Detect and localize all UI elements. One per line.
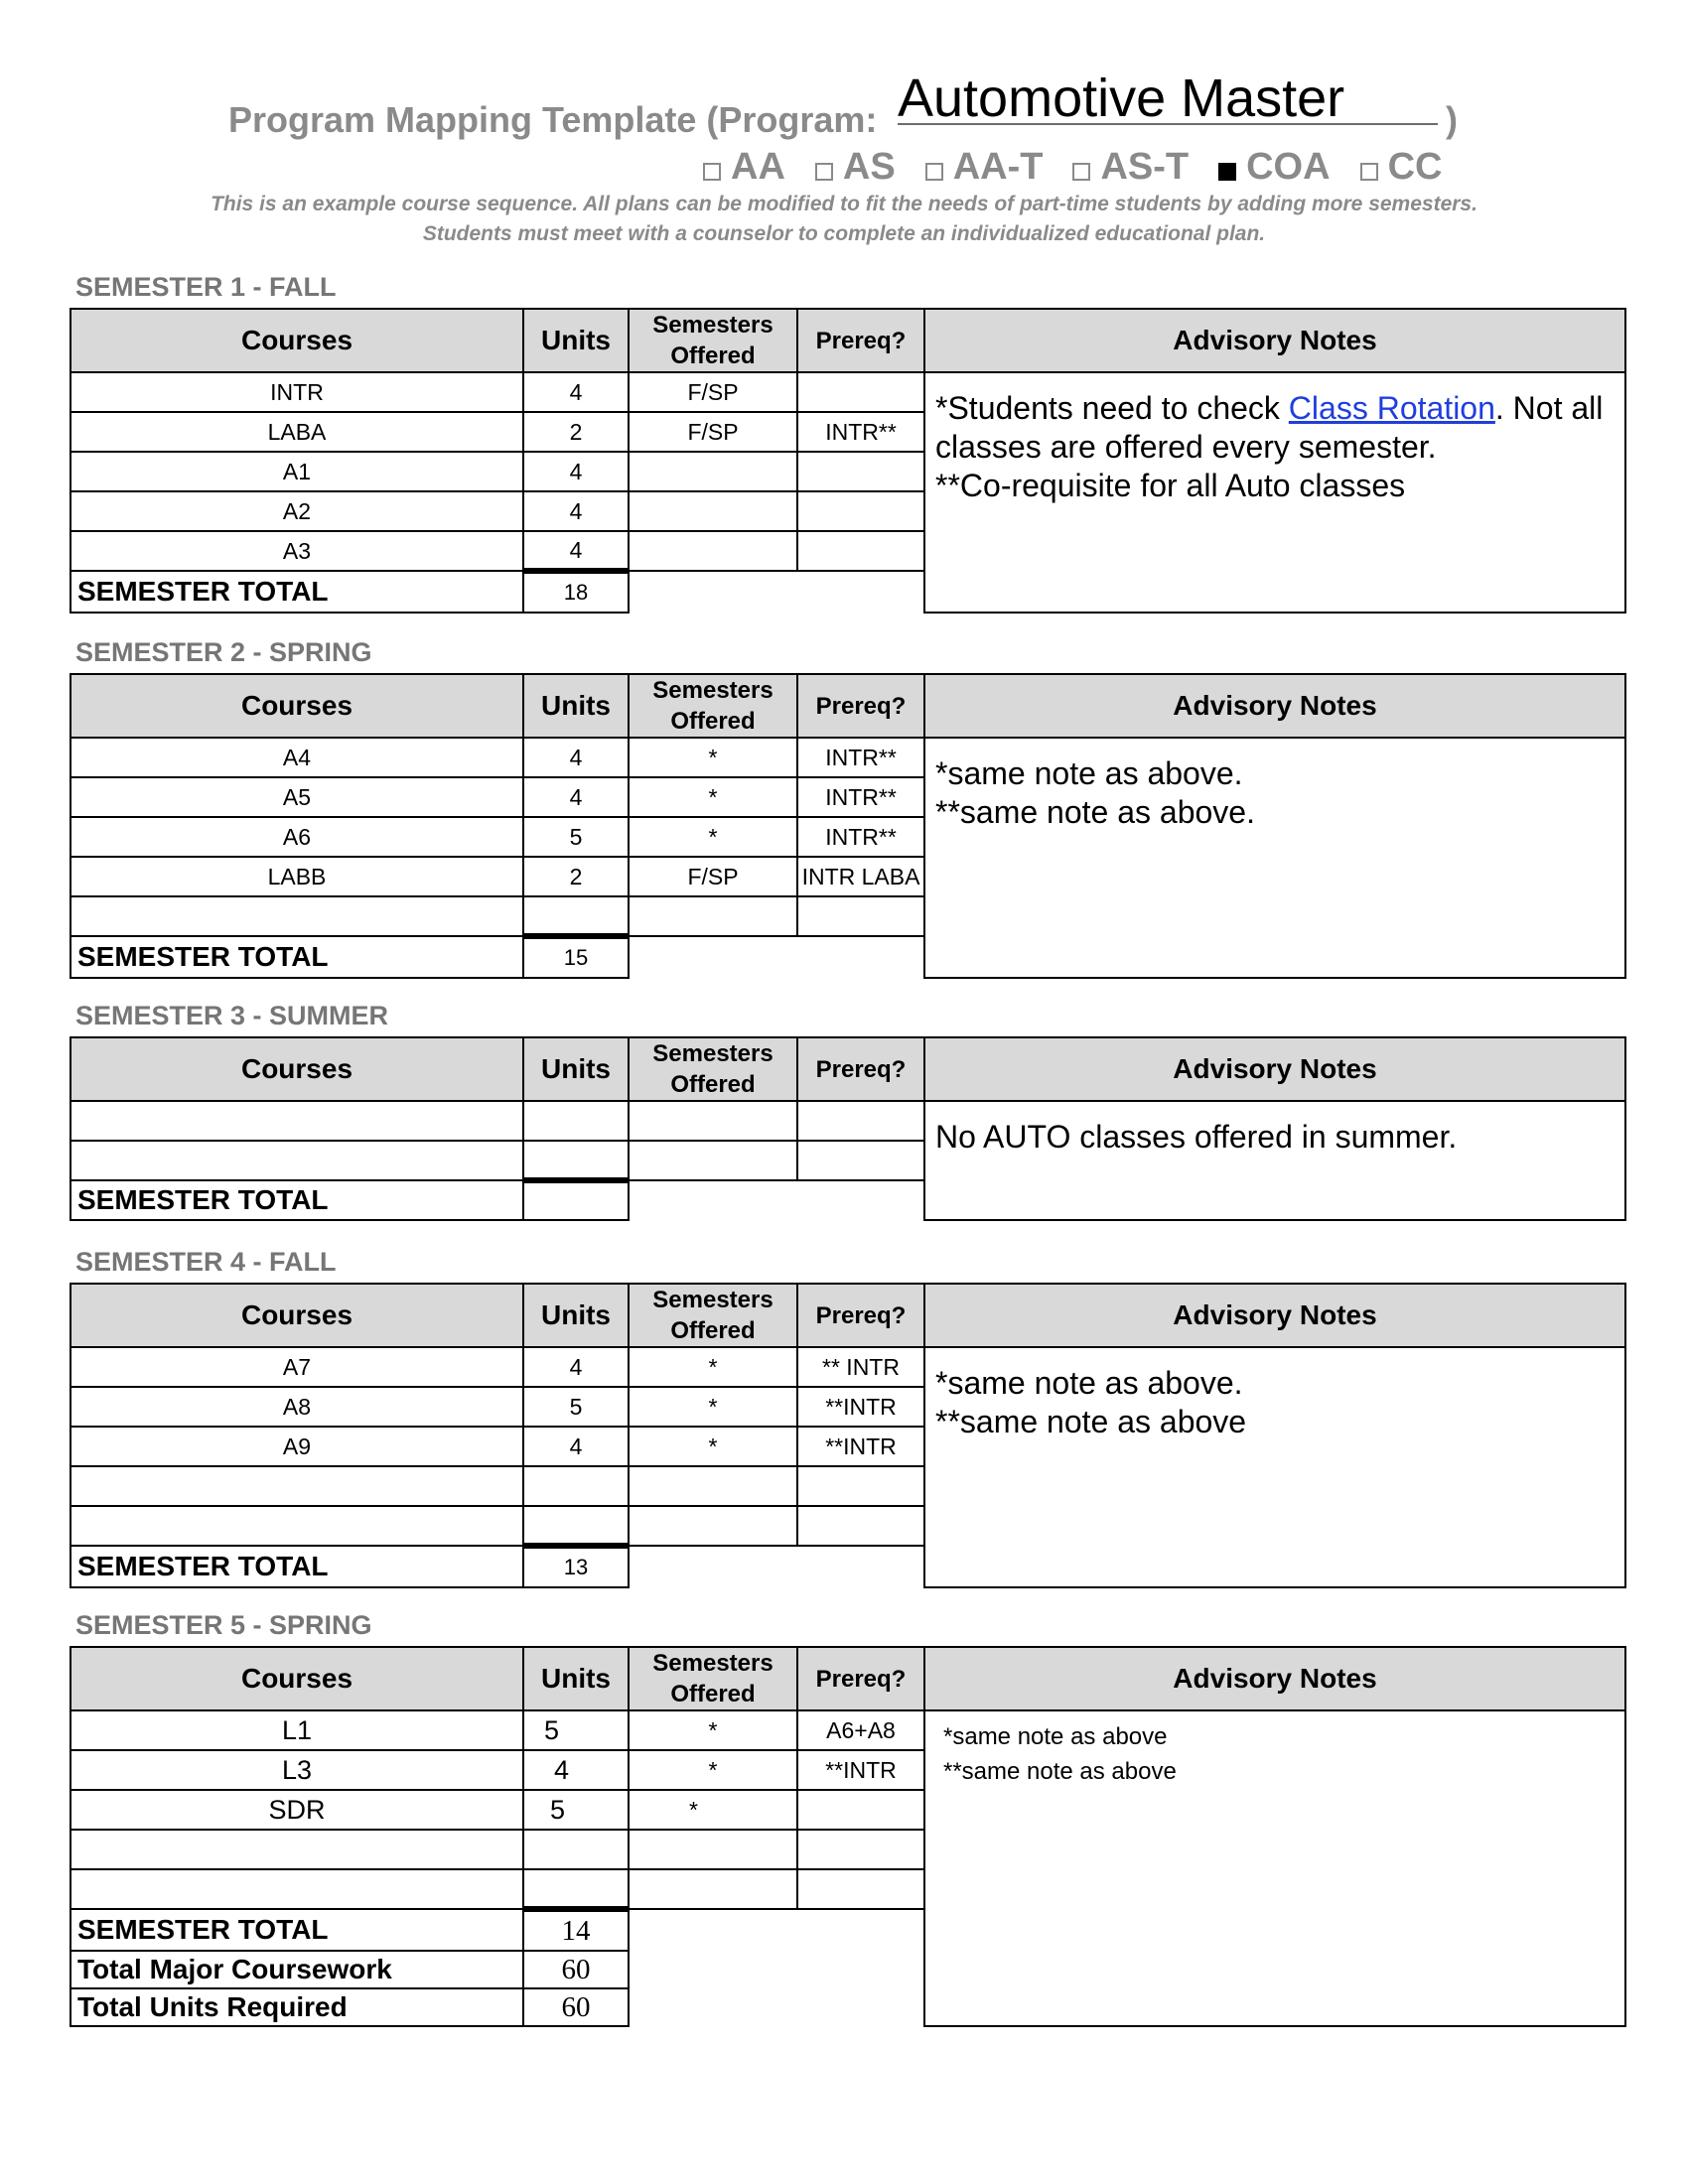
degree-label: AS — [842, 145, 896, 188]
prereq-header: Prereq? — [797, 1284, 924, 1347]
units-cell[interactable] — [523, 1466, 629, 1506]
table-row — [70, 1101, 1625, 1141]
offered-cell[interactable]: * — [629, 1750, 797, 1790]
semesters-offered-header: Semesters Offered — [629, 674, 797, 738]
degree-label: AS-T — [1100, 145, 1190, 188]
semester-total-value[interactable]: 13 — [523, 1546, 629, 1587]
offered-cell[interactable] — [629, 1141, 797, 1180]
prereq-cell[interactable] — [797, 531, 924, 571]
degree-option-aa[interactable] — [703, 145, 785, 189]
blank-cell — [629, 1180, 924, 1220]
degree-type-options — [703, 145, 1472, 189]
offered-cell[interactable] — [629, 531, 797, 571]
course-cell[interactable]: A9 — [70, 1427, 523, 1466]
course-cell[interactable]: A4 — [70, 738, 523, 777]
semester-total-label: SEMESTER TOTAL — [70, 1909, 523, 1951]
blank-cell — [629, 1988, 924, 2026]
offered-cell[interactable] — [629, 1101, 797, 1141]
course-cell[interactable]: L1 — [70, 1710, 523, 1750]
advisory-notes-header: Advisory Notes — [924, 1284, 1625, 1347]
course-cell[interactable] — [70, 896, 523, 936]
total-units-required-label: Total Units Required — [70, 1988, 523, 2026]
table-row — [70, 738, 1625, 777]
course-cell[interactable] — [70, 1830, 523, 1869]
prereq-cell[interactable]: ** INTR — [797, 1347, 924, 1387]
checkbox-icon[interactable] — [1072, 163, 1090, 181]
units-header: Units — [523, 309, 629, 372]
units-cell[interactable]: 5 — [523, 1790, 629, 1830]
course-cell[interactable] — [70, 1141, 523, 1180]
semester-3-table — [70, 1036, 1626, 1221]
blank-cell — [629, 1909, 924, 1951]
intro-line-1: This is an example course sequence. All plans can be modified to fit the needs of part-time students by adding more semesters. — [211, 193, 1477, 215]
advisory-notes-cell — [924, 1347, 1625, 1587]
offered-cell[interactable] — [629, 1830, 797, 1869]
checkbox-icon[interactable] — [1360, 163, 1378, 181]
offered-cell[interactable]: * — [629, 1710, 797, 1750]
notes-text: *same note as above. — [935, 755, 1243, 791]
units-header: Units — [523, 1037, 629, 1101]
notes-text: **same note as above — [935, 1404, 1247, 1439]
courses-header: Courses — [70, 309, 523, 372]
offered-cell[interactable] — [629, 1869, 797, 1909]
advisory-notes-cell — [924, 1710, 1625, 2026]
advisory-notes-header: Advisory Notes — [924, 309, 1625, 372]
prereq-cell[interactable] — [797, 896, 924, 936]
semester-total-value[interactable]: 14 — [523, 1909, 629, 1951]
semester-total-value[interactable]: 15 — [523, 936, 629, 978]
notes-text: *same note as above — [943, 1723, 1168, 1750]
offered-cell[interactable]: * — [629, 1347, 797, 1387]
offered-cell[interactable] — [629, 1506, 797, 1546]
offered-cell[interactable] — [629, 896, 797, 936]
intro-line-2: Students must meet with a counselor to complete an individualized educational plan. — [422, 222, 1266, 245]
units-cell[interactable] — [523, 1141, 629, 1180]
units-cell[interactable]: 4 — [523, 777, 629, 817]
blank-cell — [629, 1546, 924, 1587]
courses-header: Courses — [70, 1284, 523, 1347]
units-cell[interactable]: 4 — [523, 1347, 629, 1387]
degree-label: AA — [731, 145, 785, 188]
prereq-cell[interactable]: A6+A8 — [797, 1710, 924, 1750]
table-row — [70, 1347, 1625, 1387]
offered-cell[interactable]: * — [629, 1790, 797, 1830]
units-cell[interactable]: 5 — [523, 1710, 629, 1750]
prereq-cell[interactable] — [797, 1141, 924, 1180]
prereq-cell[interactable] — [797, 1101, 924, 1141]
degree-label: COA — [1246, 145, 1331, 188]
course-cell[interactable]: A3 — [70, 531, 523, 571]
notes-text: *Students need to check — [935, 390, 1289, 426]
semester-4-label: SEMESTER 4 - FALL — [75, 1247, 337, 1277]
prereq-cell[interactable] — [797, 1830, 924, 1869]
offered-cell[interactable] — [629, 1466, 797, 1506]
prereq-header: Prereq? — [797, 674, 924, 738]
units-header: Units — [523, 674, 629, 738]
prereq-cell[interactable]: INTR** — [797, 817, 924, 857]
course-cell[interactable]: A8 — [70, 1387, 523, 1427]
blank-cell — [629, 1951, 924, 1988]
courses-header: Courses — [70, 1647, 523, 1710]
course-cell[interactable]: A5 — [70, 777, 523, 817]
units-cell[interactable] — [523, 1506, 629, 1546]
semester-4-table — [70, 1283, 1626, 1588]
blank-cell — [629, 936, 924, 978]
notes-text: No AUTO classes offered in summer. — [935, 1119, 1458, 1155]
prereq-header: Prereq? — [797, 1647, 924, 1710]
table-header-row — [70, 1647, 1625, 1710]
course-cell[interactable] — [70, 1466, 523, 1506]
units-cell[interactable]: 5 — [523, 1387, 629, 1427]
offered-cell[interactable] — [629, 452, 797, 491]
units-cell[interactable] — [523, 896, 629, 936]
prereq-cell[interactable]: **INTR — [797, 1387, 924, 1427]
courses-header: Courses — [70, 1037, 523, 1101]
prereq-cell[interactable] — [797, 452, 924, 491]
prereq-cell[interactable] — [797, 1466, 924, 1506]
prereq-cell[interactable] — [797, 1506, 924, 1546]
course-cell[interactable] — [70, 1101, 523, 1141]
table-row — [70, 1710, 1625, 1750]
semester-total-label: SEMESTER TOTAL — [70, 571, 523, 613]
semester-total-value[interactable]: 18 — [523, 571, 629, 613]
document-header — [0, 60, 1688, 149]
course-cell[interactable]: LABA — [70, 412, 523, 452]
total-major-coursework-value[interactable]: 60 — [523, 1951, 629, 1988]
semesters-offered-header: Semesters Offered — [629, 1647, 797, 1710]
units-header: Units — [523, 1647, 629, 1710]
semester-5-table — [70, 1646, 1626, 2027]
prereq-cell[interactable] — [797, 491, 924, 531]
checkbox-icon[interactable] — [925, 163, 943, 181]
title-suffix: ) — [1446, 99, 1458, 140]
checkbox-icon[interactable] — [815, 163, 833, 181]
course-cell[interactable]: A6 — [70, 817, 523, 857]
course-cell[interactable] — [70, 1506, 523, 1546]
total-major-coursework-label: Total Major Coursework — [70, 1951, 523, 1988]
semester-total-label: SEMESTER TOTAL — [70, 1546, 523, 1587]
prereq-header: Prereq? — [797, 1037, 924, 1101]
prereq-cell[interactable]: INTR LABA — [797, 857, 924, 896]
semester-2-label: SEMESTER 2 - SPRING — [75, 637, 372, 667]
prereq-cell[interactable]: **INTR — [797, 1750, 924, 1790]
semesters-offered-header: Semesters Offered — [629, 1037, 797, 1101]
degree-option-as[interactable] — [815, 145, 896, 189]
advisory-notes-cell — [924, 1101, 1625, 1220]
table-header-row — [70, 309, 1625, 372]
prereq-cell[interactable] — [797, 1869, 924, 1909]
degree-option-cc[interactable] — [1360, 145, 1443, 189]
offered-cell[interactable]: * — [629, 777, 797, 817]
units-cell[interactable] — [523, 1101, 629, 1141]
blank-cell — [629, 571, 924, 613]
units-cell[interactable]: 4 — [523, 1750, 629, 1790]
notes-text: . Not all classes are offered every semester. — [935, 390, 1604, 465]
table-header-row — [70, 674, 1625, 738]
table-header-row — [70, 1284, 1625, 1347]
course-cell[interactable]: INTR — [70, 372, 523, 412]
degree-option-coa[interactable] — [1218, 145, 1330, 189]
prereq-cell[interactable]: INTR** — [797, 412, 924, 452]
semester-total-label: SEMESTER TOTAL — [70, 936, 523, 978]
prereq-cell[interactable]: INTR** — [797, 738, 924, 777]
notes-text: *same note as above. — [935, 1365, 1243, 1401]
advisory-notes-header: Advisory Notes — [924, 1037, 1625, 1101]
courses-header: Courses — [70, 674, 523, 738]
units-cell[interactable]: 2 — [523, 857, 629, 896]
semester-5-label: SEMESTER 5 - SPRING — [75, 1610, 372, 1640]
degree-label: CC — [1387, 145, 1443, 188]
degree-option-aa-t[interactable] — [925, 145, 1044, 189]
units-cell[interactable] — [523, 1869, 629, 1909]
course-cell[interactable]: SDR — [70, 1790, 523, 1830]
semester-total-value[interactable] — [523, 1180, 629, 1220]
units-cell[interactable]: 4 — [523, 738, 629, 777]
prereq-header: Prereq? — [797, 309, 924, 372]
degree-option-as-t[interactable] — [1072, 145, 1189, 189]
advisory-notes-cell — [924, 738, 1625, 978]
course-cell[interactable]: A1 — [70, 452, 523, 491]
course-cell[interactable]: LABB — [70, 857, 523, 896]
course-cell[interactable] — [70, 1869, 523, 1909]
class-rotation-link[interactable]: Class Rotation — [1288, 390, 1495, 426]
program-name-field[interactable]: Automotive Master — [898, 68, 1438, 125]
offered-cell[interactable]: * — [629, 738, 797, 777]
semester-total-label: SEMESTER TOTAL — [70, 1180, 523, 1220]
table-header-row — [70, 1037, 1625, 1101]
checkbox-checked-icon[interactable] — [1218, 163, 1236, 181]
advisory-notes-cell — [924, 372, 1625, 613]
units-header: Units — [523, 1284, 629, 1347]
notes-text: **Co-requisite for all Auto classes — [935, 468, 1406, 503]
offered-cell[interactable]: * — [629, 1387, 797, 1427]
offered-cell[interactable]: F/SP — [629, 857, 797, 896]
advisory-notes-header: Advisory Notes — [924, 674, 1625, 738]
table-row — [70, 372, 1625, 412]
prereq-cell[interactable]: **INTR — [797, 1427, 924, 1466]
offered-cell[interactable] — [629, 491, 797, 531]
offered-cell[interactable]: F/SP — [629, 412, 797, 452]
course-cell[interactable]: A7 — [70, 1347, 523, 1387]
course-cell[interactable]: A2 — [70, 491, 523, 531]
total-units-required-value[interactable]: 60 — [523, 1988, 629, 2026]
semester-1-table — [70, 308, 1626, 614]
semester-2-table — [70, 673, 1626, 979]
offered-cell[interactable]: * — [629, 817, 797, 857]
course-cell[interactable]: L3 — [70, 1750, 523, 1790]
advisory-notes-header: Advisory Notes — [924, 1647, 1625, 1710]
notes-text: **same note as above — [943, 1758, 1177, 1785]
semesters-offered-header: Semesters Offered — [629, 309, 797, 372]
units-cell[interactable]: 4 — [523, 491, 629, 531]
checkbox-icon[interactable] — [703, 163, 721, 181]
semester-1-label: SEMESTER 1 - FALL — [75, 272, 337, 302]
units-cell[interactable] — [523, 1830, 629, 1869]
degree-label: AA-T — [952, 145, 1044, 188]
units-cell[interactable]: 4 — [523, 531, 629, 571]
semesters-offered-header: Semesters Offered — [629, 1284, 797, 1347]
title-prefix: Program Mapping Template (Program: — [228, 99, 878, 140]
prereq-cell[interactable] — [797, 1790, 924, 1830]
offered-cell[interactable]: * — [629, 1427, 797, 1466]
offered-cell[interactable]: F/SP — [629, 372, 797, 412]
prereq-cell[interactable]: INTR** — [797, 777, 924, 817]
units-cell[interactable]: 4 — [523, 372, 629, 412]
prereq-cell[interactable] — [797, 372, 924, 412]
notes-text: **same note as above. — [935, 794, 1255, 830]
semester-3-label: SEMESTER 3 - SUMMER — [75, 1001, 389, 1030]
units-cell[interactable]: 5 — [523, 817, 629, 857]
units-cell[interactable]: 4 — [523, 1427, 629, 1466]
units-cell[interactable]: 2 — [523, 412, 629, 452]
units-cell[interactable]: 4 — [523, 452, 629, 491]
